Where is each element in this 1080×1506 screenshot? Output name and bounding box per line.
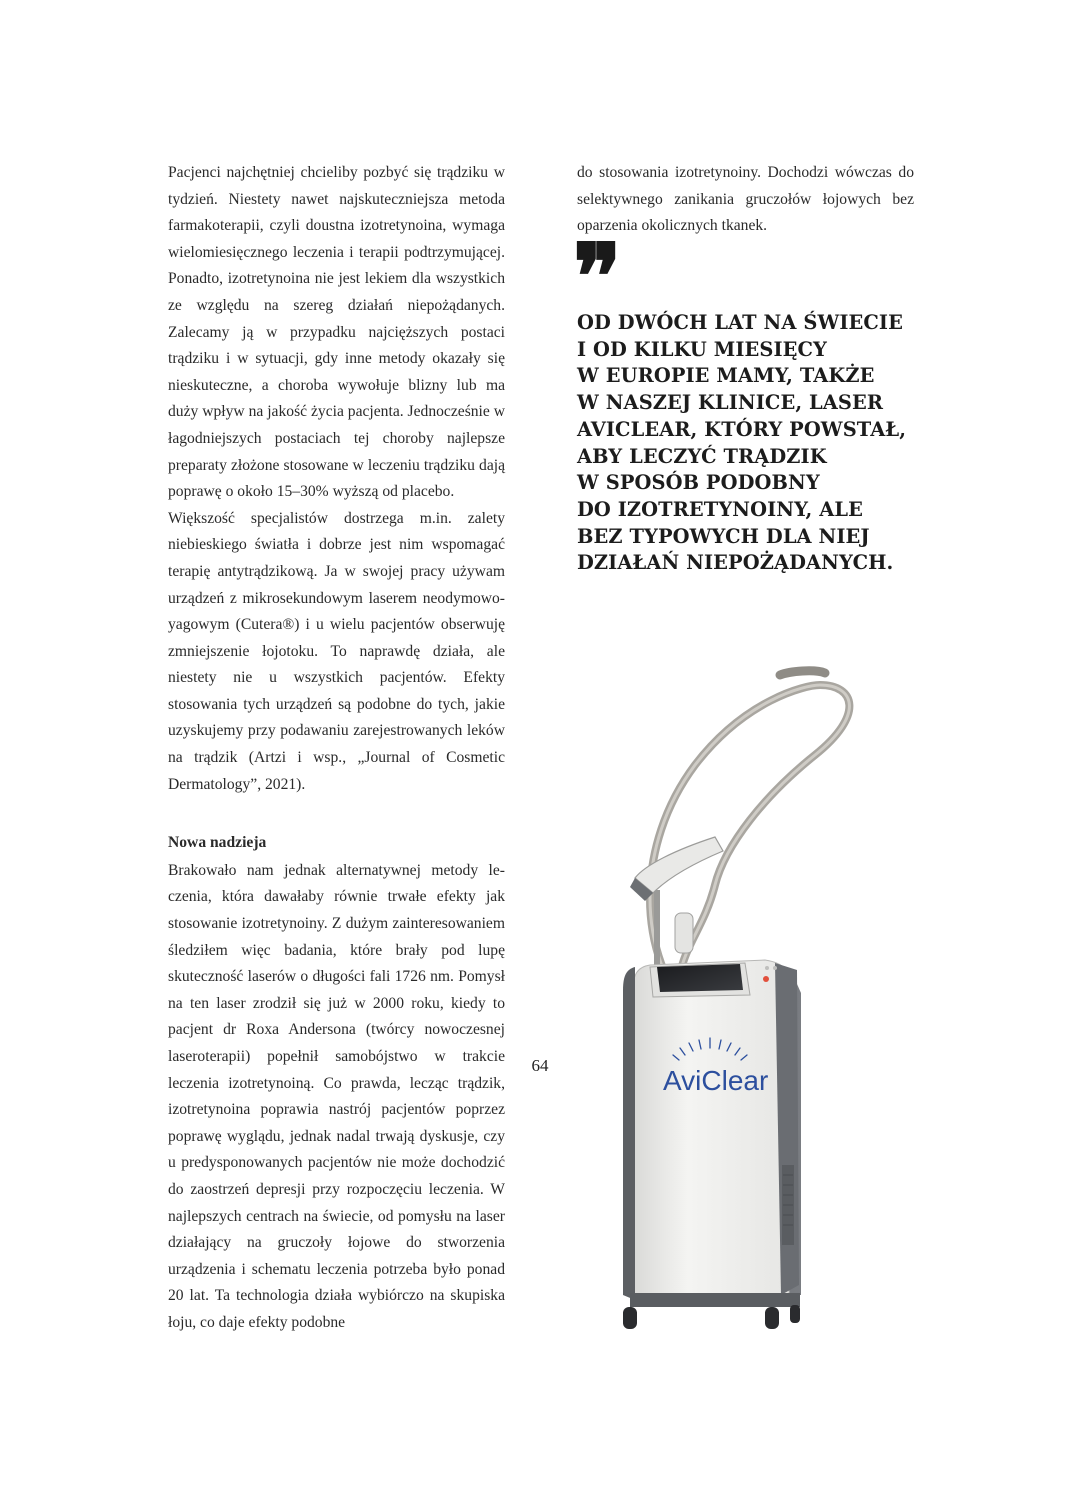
right-text-column xyxy=(577,160,914,240)
pull-quote xyxy=(577,310,917,577)
pull-quote-line: DO IZOTRETYNOINY, ALE xyxy=(577,497,863,521)
pull-quote-line: ABY LECZYĆ TRĄDZIK xyxy=(577,444,827,468)
pull-quote-line: I OD KILKU MIESIĘCY xyxy=(577,337,828,361)
pull-quote-line: BEZ TYPOWYCH DLA NIEJ xyxy=(577,524,870,548)
pull-quote-line: W NASZEJ KLINICE, LASER xyxy=(577,391,884,415)
left-text-column xyxy=(168,160,505,1337)
pull-quote-line: W SPOSÓB PODOBNY xyxy=(577,471,820,495)
pull-quote-line: OD DWÓCH LAT NA ŚWIECIE xyxy=(577,311,903,334)
pull-quote-line: DZIAŁAŃ NIEPOŻĄDANYCH. xyxy=(577,551,894,575)
aviclear-logo: AviClear xyxy=(663,1065,769,1096)
paragraph: do stosowania izotretynoiny. Dochodzi wówczas do selektywnego zanikania gruczołów łojowych bez oparzenia okolicznych tkanek. xyxy=(577,164,914,235)
section-heading: Nowa nadzieja xyxy=(168,834,267,852)
paragraph: Większość specjalistów dostrzega m.in. zalety niebieskiego światła i dobrze jest nim wspomagać terapię antytrądzikową. Ja w swojej pracy używam urządzeń z mikrosekundowym laserem neodymowo-yagowym (Cutera®) i u wielu pacjentów obserwuję zmniejszenie łojotoku. To naprawdę działa, ale niestety nie u wszystkich pacjentów. Efekty stosowania tych urządzeń są podobne do tych, jakie uzyskujemy przy podawaniu zarejestrowanych leków na trądzik (Artzi i wsp., „Journal of Cosmetic Dermatology”, 2021). xyxy=(168,509,505,793)
pull-quote-line: W EUROPIE MAMY, TAKŻE xyxy=(577,364,875,388)
paragraph: Brakowało nam jednak alternatywnej metody leczenia, która dawałaby równie trwałe efekty jak stosowanie izotretynoiny. Z dużym zainteresowaniem śledziłem więc badania, które brały pod lupę skuteczność laserów o długości fali 1726 nm. Pomysł na ten laser zrodził się już w 2000 roku, kiedy to pacjent dr Roxa Andersona (twórcy nowoczesnej laseroterapii) popełnił samobójstwo w trakcie leczenia izotretynoiną. Co prawda, lecząc trądzik, izotretynoina poprawia nastrój pacjentów poprzez poprawę wyglądu, jednak nadal trwają dyskusje, czy u predysponowanych pacjentów nie może dochodzić do zaostrzeń depresji przy rozpoczęciu leczenia. W najlepszych centrach na świecie, od pomysłu na laser działający na gruczoły łojowe do stworzenia urządzenia i schematu leczenia potrzeba było ponad 20 lat. Ta technologia działa wybiórczo na skupiska łoju, co daje efekty podobne xyxy=(168,861,505,1331)
aviclear-device-image xyxy=(575,645,915,1340)
paragraph: Pacjenci najchętniej chcieliby pozbyć się trądziku w tydzień. Niestety nawet najskuteczniejsza metoda farmakoterapii, czyli doustna izotretynoina, wymaga wielomiesięcznego leczenia i terapii podtrzymującej. Ponadto, izotretynoina nie jest lekiem dla wszystkich ze względu na szereg działań niepożądanych. Zalecamy ją w przypadku najcięższych postaci trądziku i w sytuacji, gdy inne metody okazały się nieskuteczne, a choroba wywołuje blizny lub ma duży wpływ na jakość życia pacjenta. Jednocześnie w łagodniejszych postaciach tej choroby najlepsze preparaty złożone stosowane w leczeniu trądziku dają poprawę o około 15–30% wyższą od placebo. xyxy=(168,164,505,501)
pull-quote-line: AVICLEAR, KTÓRY POWSTAŁ, xyxy=(577,417,907,441)
quote-mark-icon: ❞ xyxy=(573,224,616,330)
page-number: 64 xyxy=(531,1056,549,1075)
